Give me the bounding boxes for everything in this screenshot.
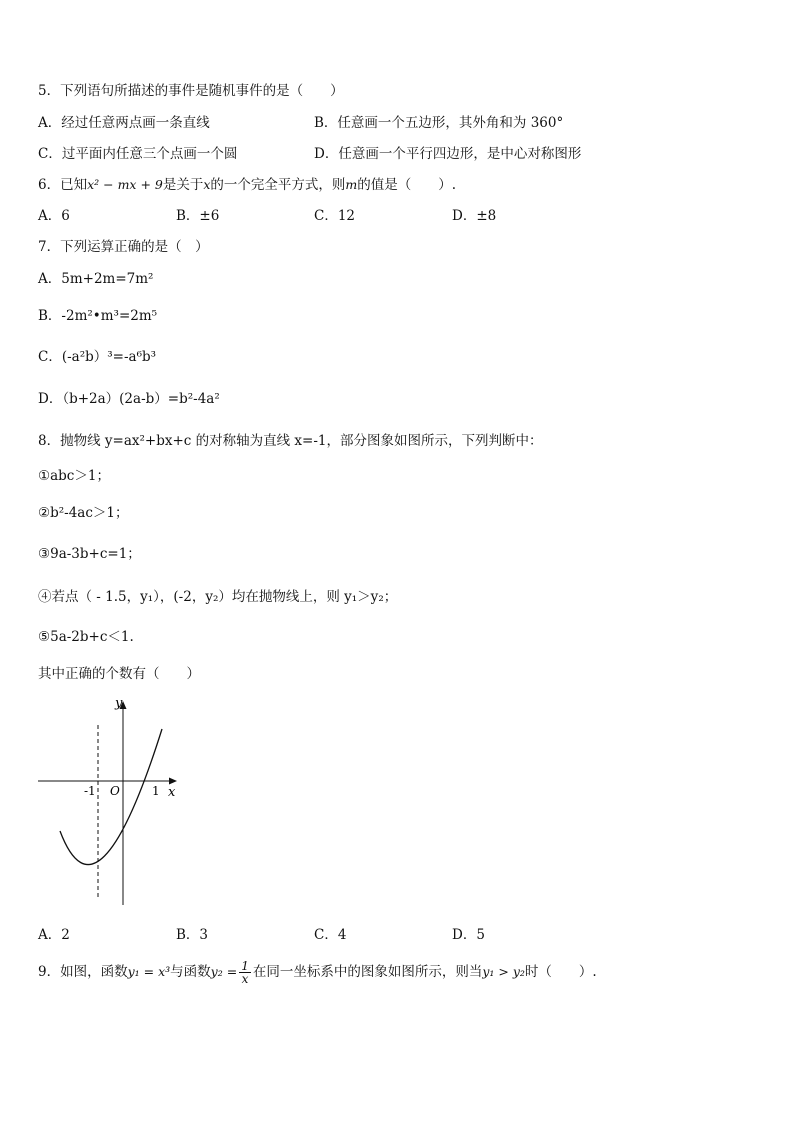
q9-stem-prefix: 9．如图，函数 — [38, 964, 128, 980]
q5-option-a: A．经过任意两点画一条直线 — [38, 115, 210, 131]
q6-stem-mid: 是关于 — [162, 177, 204, 193]
q5-option-c: C．过平面内任意三个点画一个圆 — [38, 146, 238, 162]
parabola-graph — [34, 695, 184, 910]
q6-stem-prefix: 6．已知 — [38, 177, 88, 193]
q9-fraction — [239, 960, 251, 985]
q6-option-a: A．6 — [38, 208, 70, 224]
q8-stem: 8．抛物线 y=ax²+bx+c 的对称轴为直线 x=-1，部分图象如图所示，下列判断中： — [38, 433, 543, 449]
q8-option-d: D．5 — [452, 927, 485, 943]
q6-var-x: x — [203, 177, 211, 192]
q9-stem-mid: 与函数 — [170, 964, 211, 980]
q7-option-d: D．（b+2a）(2a-b）=b²-4a² — [38, 391, 220, 407]
q5-option-b: B．任意画一个五边形，其外角和为 360° — [314, 115, 564, 131]
q8-item-1: ①abc＞1； — [38, 468, 110, 484]
q9-fraction-numerator: 1 — [241, 959, 249, 973]
y-axis-label: y — [115, 696, 123, 711]
q8-item-2: ②b²-4ac＞1； — [38, 505, 129, 521]
q6-expression: x² − mx + 9 — [87, 177, 163, 192]
q9-stem — [38, 958, 597, 986]
tick-label-1: 1 — [152, 784, 160, 798]
q9-stem-mid2: 在同一坐标系中的图象如图所示，则当 — [252, 964, 483, 980]
tick-label-neg1: -1 — [84, 784, 96, 798]
q9-y2-lhs: y₂ = — [210, 964, 238, 979]
q5-stem: 5．下列语句所描述的事件是随机事件的是（ ） — [38, 83, 344, 99]
q8-option-c: C．4 — [314, 927, 347, 943]
q5-option-d: D．任意画一个平行四边形，是中心对称图形 — [314, 146, 582, 162]
q6-stem-mid2: 的一个完全平方式，则 — [210, 177, 346, 193]
q7-option-c: C．(-a²b）³=-a⁶b³ — [38, 349, 157, 365]
q9-fraction-denominator: x — [241, 972, 249, 986]
q6-option-d: D．±8 — [452, 208, 497, 224]
q8-option-b: B．3 — [176, 927, 209, 943]
q6-option-b: B．±6 — [176, 208, 220, 224]
q6-stem — [38, 176, 456, 194]
q7-option-b: B．-2m²•m³=2m⁵ — [38, 308, 158, 324]
q7-option-a: A．5m+2m=7m² — [38, 271, 154, 287]
q8-item-3: ③9a-3b+c=1； — [38, 546, 141, 562]
q9-condition: y₁ > y₂ — [482, 964, 525, 979]
q6-option-c: C．12 — [314, 208, 356, 224]
q9-y1-expression: y₁ = x³ — [127, 964, 171, 979]
q8-item-4: ④若点（ - 1.5，y₁），(-2，y₂）均在抛物线上，则 y₁＞y₂； — [38, 589, 398, 605]
q6-var-m: m — [345, 177, 358, 192]
q7-stem: 7．下列运算正确的是（ ） — [38, 239, 209, 255]
q8-question: 其中正确的个数有（ ） — [38, 666, 200, 682]
q6-stem-suffix: 的值是（ ）. — [357, 177, 457, 193]
x-axis-label: x — [168, 785, 176, 800]
x-axis-arrow — [169, 778, 177, 785]
q9-stem-suffix: 时（ ）. — [524, 964, 597, 980]
q8-option-a: A．2 — [38, 927, 70, 943]
q8-item-5: ⑤5a-2b+c＜1. — [38, 629, 134, 645]
origin-label: O — [110, 784, 120, 798]
